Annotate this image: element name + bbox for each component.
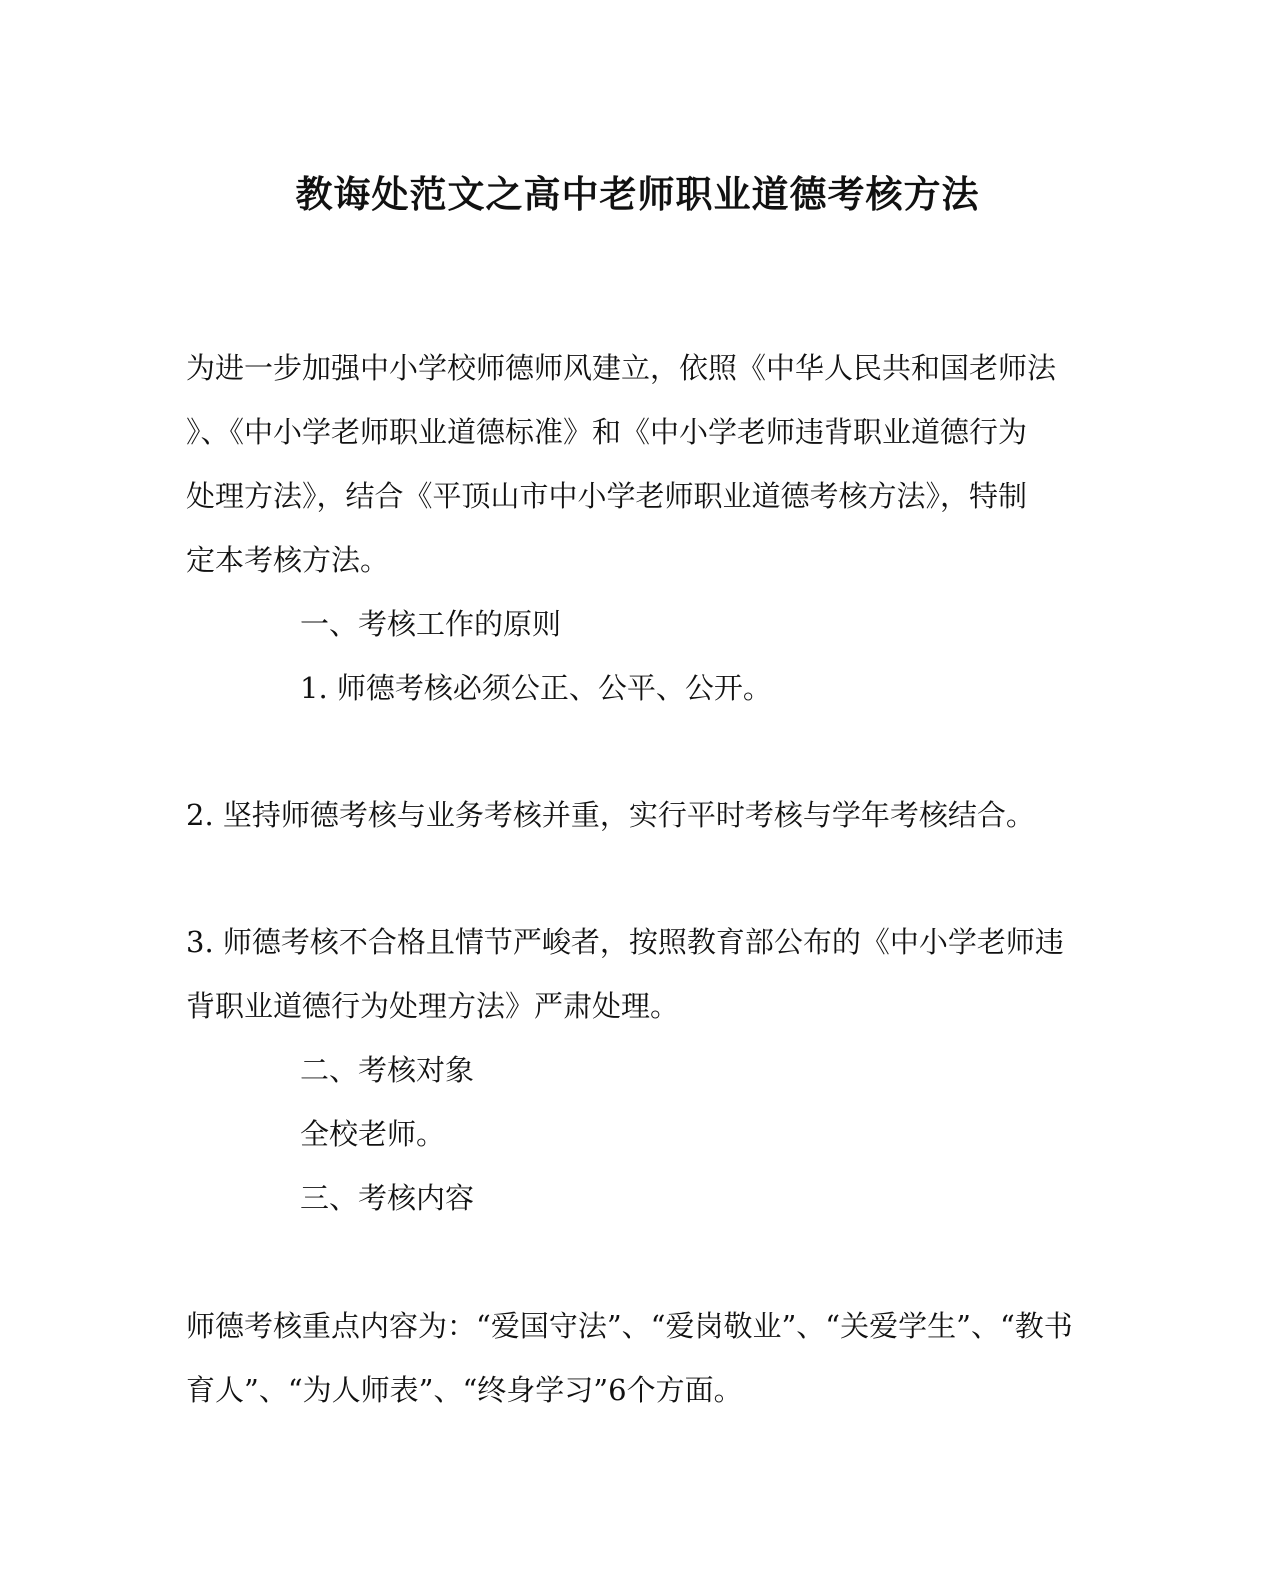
principle-2: 2. 坚持师德考核与业务考核并重，实行平时考核与学年考核结合。 <box>186 798 1035 832</box>
principle-1: 1. 师德考核必须公正、公平、公开。 <box>300 671 772 705</box>
intro-line-1: 为进一步加强中小学校师德师风建立，依照《中华人民共和国老师法 <box>186 351 1057 385</box>
section-3-body-line-1: 师德考核重点内容为：“爱国守法”、“爱岗敬业”、“关爱学生”、“教书 <box>186 1309 1073 1343</box>
intro-line-2: 》、《中小学老师职业道德标准》和《中小学老师违背职业道德行为 <box>186 415 1028 449</box>
section-3-body-line-2: 育人”、“为人师表”、“终身学习”6个方面。 <box>186 1373 743 1407</box>
section-1-heading: 一、考核工作的原则 <box>300 607 562 641</box>
principle-3-line-1: 3. 师德考核不合格且情节严峻者，按照教育部公布的《中小学老师违 <box>186 925 1064 959</box>
document-title: 教诲处范文之高中老师职业道德考核方法 <box>295 172 980 216</box>
section-2-body: 全校老师。 <box>300 1117 446 1151</box>
intro-line-4: 定本考核方法。 <box>186 543 390 577</box>
section-3-heading: 三、考核内容 <box>300 1181 475 1215</box>
principle-3-line-2: 背职业道德行为处理方法》严肃处理。 <box>186 989 680 1023</box>
section-2-heading: 二、考核对象 <box>300 1053 475 1087</box>
intro-line-3: 处理方法》，结合《平顶山市中小学老师职业道德考核方法》，特制 <box>186 479 1028 513</box>
